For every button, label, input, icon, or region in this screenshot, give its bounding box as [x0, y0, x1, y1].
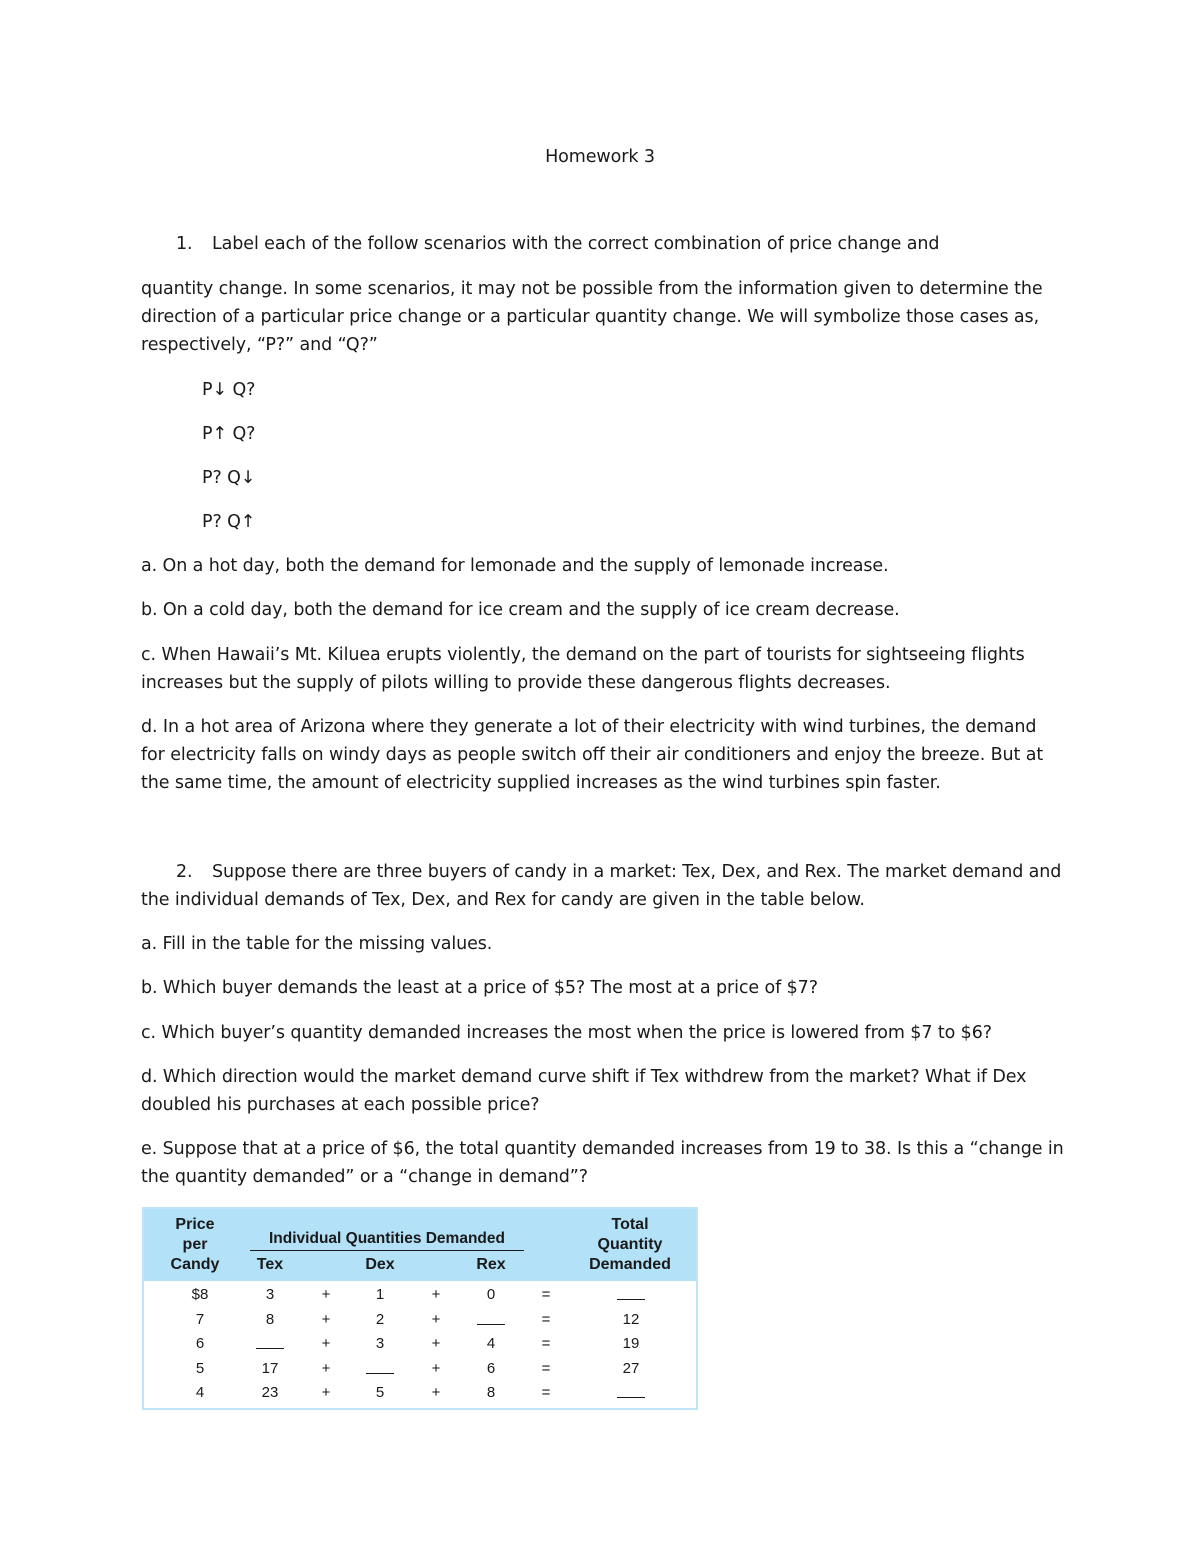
question-2-part-d: d. Which direction would the market demand curve shift if Tex withdrew from the market? What if Dex: [141, 1067, 1027, 1087]
equals-sign: =: [541, 1359, 551, 1377]
question-1-number: 1.: [176, 234, 193, 254]
equals-sign: =: [541, 1310, 551, 1328]
plus-sign: +: [431, 1286, 441, 1303]
price-cell: $8: [191, 1286, 209, 1303]
rex-cell: 4: [486, 1335, 496, 1352]
question-2-part-c: c. Which buyer’s quantity demanded increases the most when the price is lowered from $7 to $6?: [141, 1023, 992, 1043]
total-cell: 27: [622, 1359, 640, 1377]
dex-cell: 1: [375, 1286, 385, 1303]
dex-cell: [360, 1359, 400, 1380]
blank-answer-line: [366, 1359, 394, 1374]
blank-answer-line: [477, 1310, 505, 1325]
plus-sign: +: [321, 1335, 331, 1352]
question-1-part-a: a. On a hot day, both the demand for lemonade and the supply of lemonade increase.: [141, 556, 889, 576]
equals-sign: =: [541, 1384, 551, 1401]
question-2-part-a: a. Fill in the table for the missing values.: [141, 934, 493, 954]
total-cell: [611, 1285, 651, 1306]
header-price: Candy: [170, 1256, 220, 1273]
total-cell: [611, 1383, 651, 1404]
dex-cell: 2: [375, 1310, 385, 1328]
tex-cell: 17: [261, 1359, 279, 1377]
header-price: Price: [175, 1216, 215, 1233]
plus-sign: +: [321, 1359, 331, 1377]
rex-cell: 8: [486, 1384, 496, 1401]
blank-answer-line: [617, 1285, 645, 1300]
rex-cell: 0: [486, 1286, 496, 1303]
question-1-part-b: b. On a cold day, both the demand for ice cream and the supply of ice cream decrease.: [141, 600, 900, 620]
question-1-paragraph-line: direction of a particular price change or a particular quantity change. We will symbolize those cases as,: [141, 307, 1040, 327]
price-cell: 6: [195, 1335, 205, 1352]
price-cell: 7: [195, 1310, 205, 1328]
plus-sign: +: [431, 1384, 441, 1401]
question-2-part-e: the quantity demanded” or a “change in demand”?: [141, 1167, 588, 1187]
plus-sign: +: [321, 1286, 331, 1303]
total-cell: 19: [622, 1335, 640, 1352]
rex-cell: [471, 1310, 511, 1331]
header-total: Total: [611, 1216, 649, 1233]
header-tex: Tex: [256, 1256, 284, 1273]
header-rex: Rex: [476, 1256, 506, 1273]
price-cell: 5: [195, 1359, 205, 1377]
question-1-heading: Label each of the follow scenarios with the correct combination of price change and: [212, 234, 940, 254]
symbol-option: P? Q↑: [202, 512, 256, 532]
header-price: per: [182, 1236, 208, 1253]
plus-sign: +: [321, 1310, 331, 1328]
price-cell: 4: [195, 1384, 205, 1401]
rex-cell: 6: [486, 1359, 496, 1377]
symbol-option: P? Q↓: [202, 468, 256, 488]
page-title: Homework 3: [545, 147, 655, 167]
question-2-part-b: b. Which buyer demands the least at a price of $5? The most at a price of $7?: [141, 978, 818, 998]
tex-cell: 8: [265, 1310, 275, 1328]
header-underline: [250, 1250, 524, 1251]
question-1-part-c: increases but the supply of pilots willing to provide these dangerous flights decreases.: [141, 673, 891, 693]
symbol-option: P↑ Q?: [202, 424, 256, 444]
question-1-part-d: for electricity falls on windy days as people switch off their air conditioners and enjoy the breeze. But at: [141, 745, 1044, 765]
question-2-intro: the individual demands of Tex, Dex, and Rex for candy are given in the table below.: [141, 890, 865, 910]
dex-cell: 5: [375, 1384, 385, 1401]
question-2-number: 2.: [176, 862, 193, 882]
tex-cell: 3: [265, 1286, 275, 1303]
equals-sign: =: [541, 1335, 551, 1352]
plus-sign: +: [431, 1359, 441, 1377]
question-1-part-d: the same time, the amount of electricity supplied increases as the wind turbines spin faster.: [141, 773, 941, 793]
header-total: Demanded: [589, 1256, 671, 1273]
tex-cell: 23: [261, 1384, 279, 1401]
plus-sign: +: [431, 1335, 441, 1352]
blank-answer-line: [256, 1334, 284, 1349]
question-1-paragraph-line: quantity change. In some scenarios, it may not be possible from the information given to determine the: [141, 279, 1043, 299]
equals-sign: =: [541, 1286, 551, 1303]
dex-cell: 3: [375, 1335, 385, 1352]
question-1-paragraph-line: respectively, “P?” and “Q?”: [141, 335, 378, 355]
total-cell: 12: [622, 1310, 640, 1328]
blank-answer-line: [617, 1383, 645, 1398]
plus-sign: +: [321, 1384, 331, 1401]
plus-sign: +: [431, 1310, 441, 1328]
demand-table: [142, 1207, 698, 1410]
tex-cell: [250, 1334, 290, 1355]
question-1-part-d: d. In a hot area of Arizona where they generate a lot of their electricity with wind turbines, the demand: [141, 717, 1037, 737]
table-header: [144, 1209, 696, 1281]
header-individual-quantities: Individual Quantities Demanded: [269, 1230, 505, 1247]
header-total: Quantity: [597, 1236, 663, 1253]
question-2-intro: Suppose there are three buyers of candy in a market: Tex, Dex, and Rex. The market demand and: [212, 862, 1062, 882]
symbol-option: P↓ Q?: [202, 380, 256, 400]
question-2-part-d: doubled his purchases at each possible price?: [141, 1095, 540, 1115]
question-2-part-e: e. Suppose that at a price of $6, the total quantity demanded increases from 19 to 38. Is this a “change in: [141, 1139, 1064, 1159]
header-dex: Dex: [365, 1256, 395, 1273]
question-1-part-c: c. When Hawaii’s Mt. Kiluea erupts violently, the demand on the part of tourists for sightseeing flights: [141, 645, 1025, 665]
